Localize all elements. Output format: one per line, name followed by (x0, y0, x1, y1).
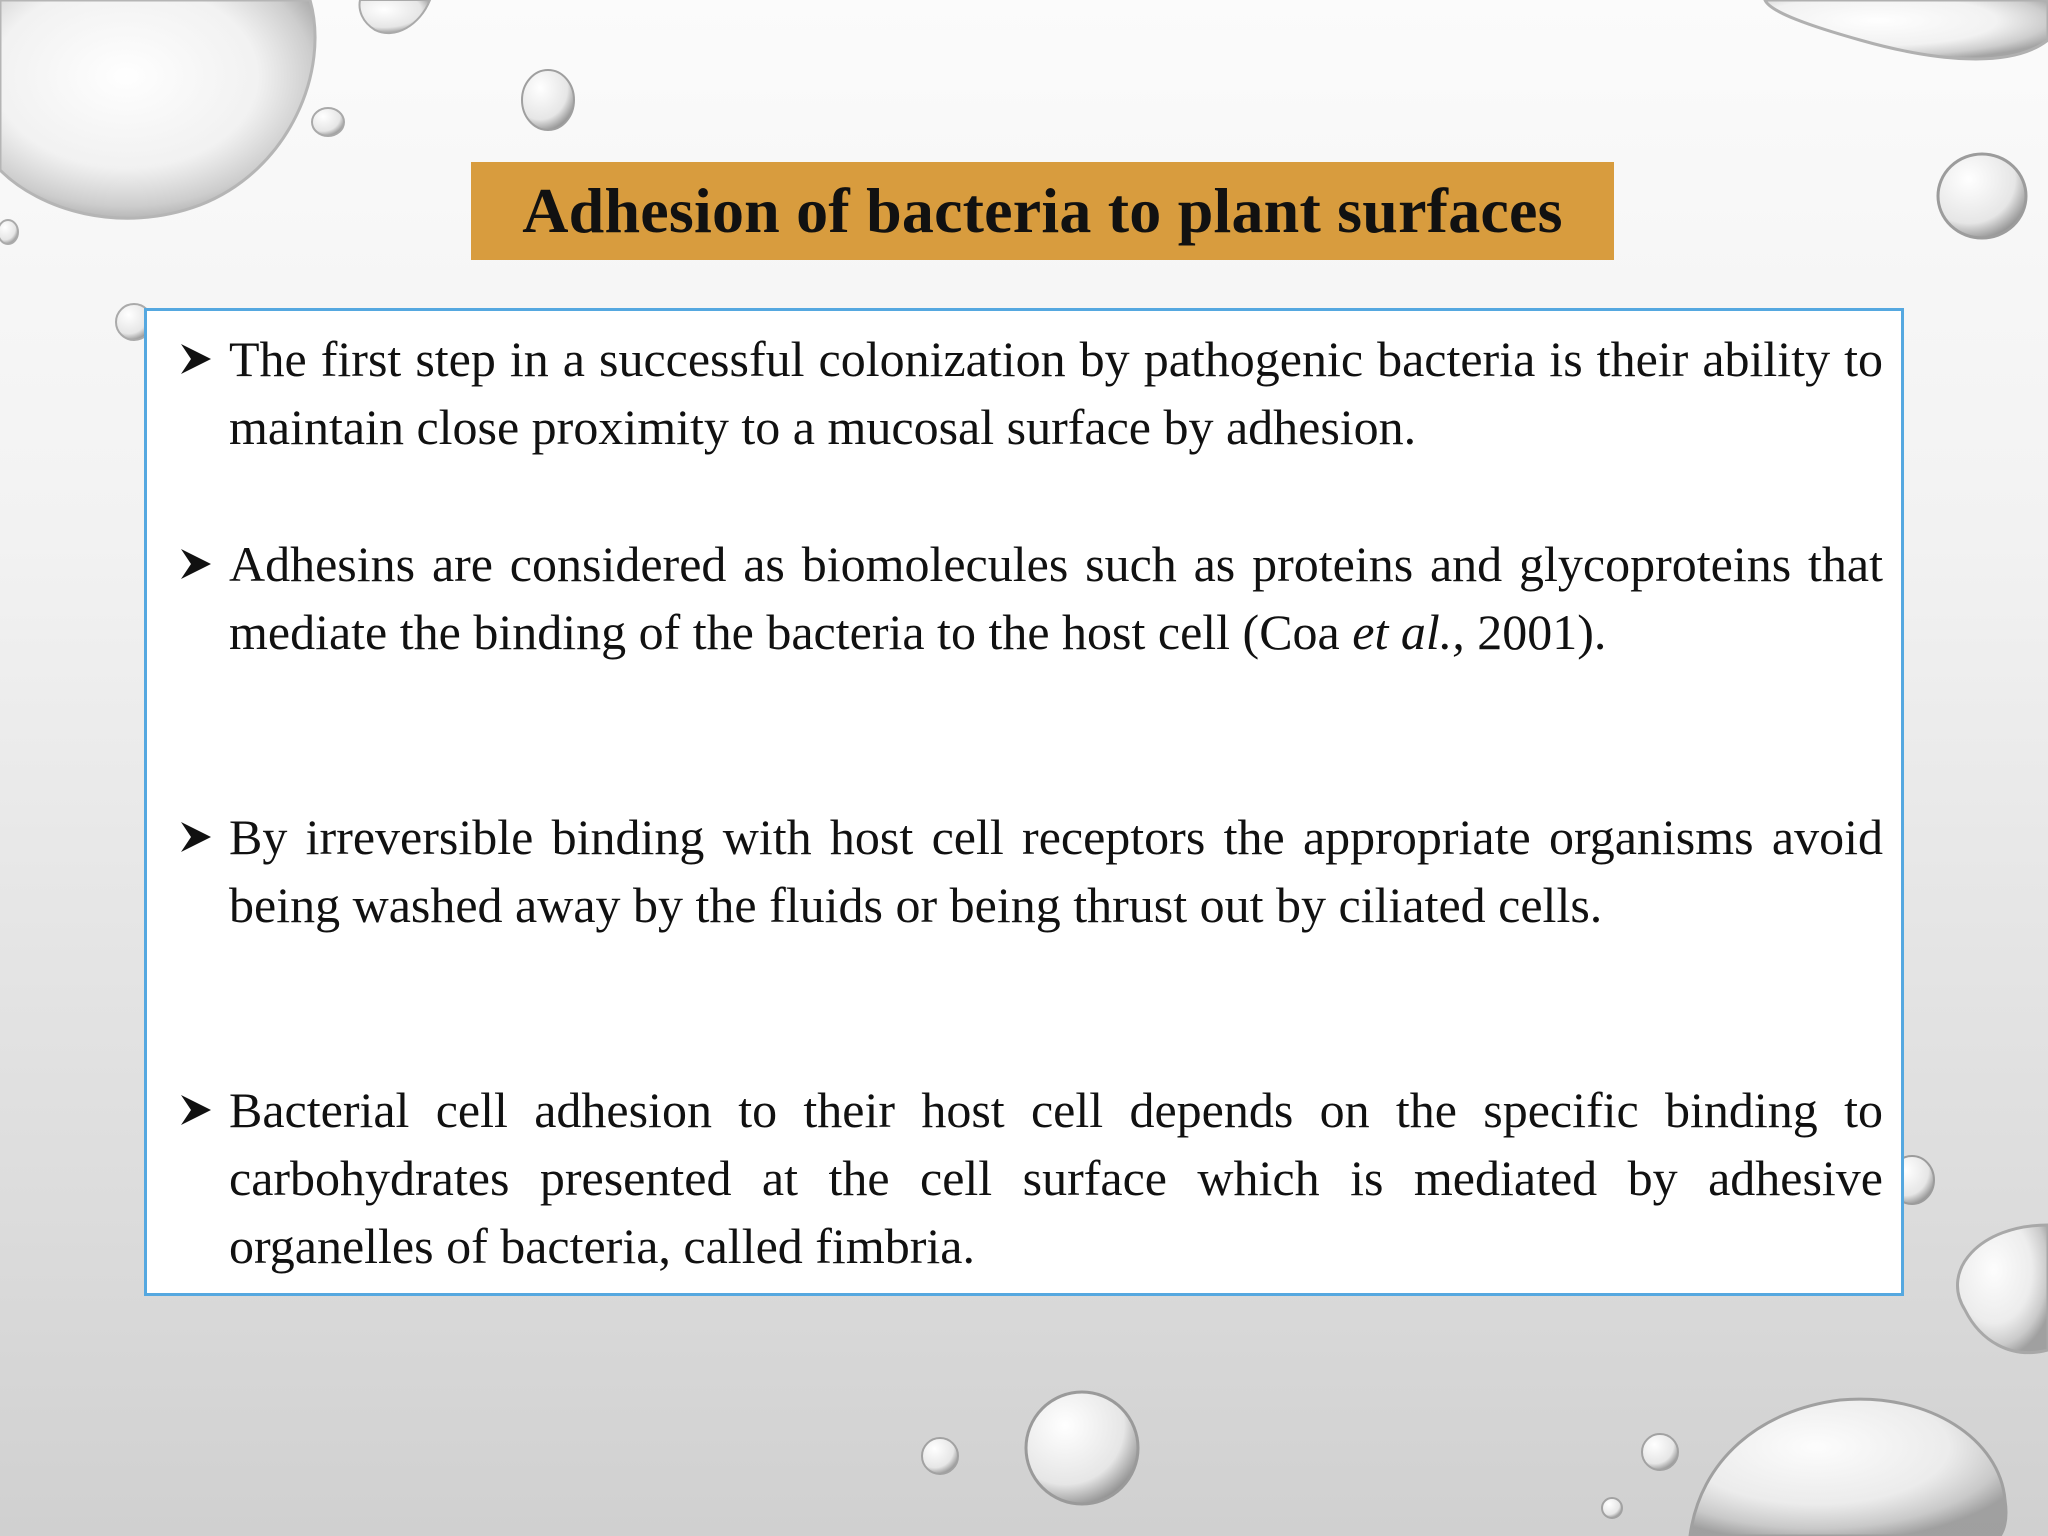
bullet-item (173, 325, 1883, 461)
water-droplet-icon (922, 1438, 958, 1474)
bullet-text-part: Adhesins are considered as biomolecules such as proteins and glycoproteins that mediate the binding of the bacteria to the host cell (Coa (229, 536, 1883, 660)
water-droplet-icon (0, 220, 18, 244)
arrowhead-bullet-icon (173, 803, 229, 854)
bullet-text: By irreversible binding with host cell receptors the appropriate organisms avoid being washed away by the fluids or being thrust out by ciliated cells. (229, 809, 1883, 933)
water-droplet-icon (1958, 1225, 2048, 1353)
water-droplet-icon (312, 108, 344, 136)
bullet-item (173, 530, 1883, 666)
water-droplet-icon (522, 70, 574, 130)
bullet-item (173, 803, 1883, 939)
arrowhead-bullet-icon (173, 325, 229, 376)
water-droplet-icon (1938, 154, 2026, 238)
bullet-text-part: 2001). (1464, 604, 1607, 660)
arrowhead-bullet-icon (173, 530, 229, 581)
water-droplet-icon (1765, 0, 2048, 59)
arrowhead-bullet-icon (173, 1076, 229, 1127)
water-droplet-icon (1026, 1392, 1138, 1504)
slide-title: Adhesion of bacteria to plant surfaces (522, 175, 1563, 246)
slide-title-banner (471, 162, 1614, 260)
bullet-item (173, 1076, 1883, 1280)
bullet-text: Bacterial cell adhesion to their host cell depends on the specific binding to carbohydrates presented at the cell surface which is mediated by adhesive organelles of bacteria, called fimbria. (229, 1082, 1883, 1274)
water-droplet-icon (360, 0, 430, 33)
water-droplet-icon (1602, 1498, 1622, 1518)
water-droplet-icon (0, 0, 315, 218)
bullet-text (229, 530, 1883, 666)
water-droplet-icon (1642, 1434, 1678, 1470)
bullet-text: The first step in a successful colonization by pathogenic bacteria is their ability to maintain close proximity to a mucosal surface by adhesion. (229, 331, 1883, 455)
citation-italic: et al., (1352, 604, 1465, 660)
water-droplet-icon (1690, 1399, 2006, 1536)
bullet-list-box (144, 308, 1904, 1296)
